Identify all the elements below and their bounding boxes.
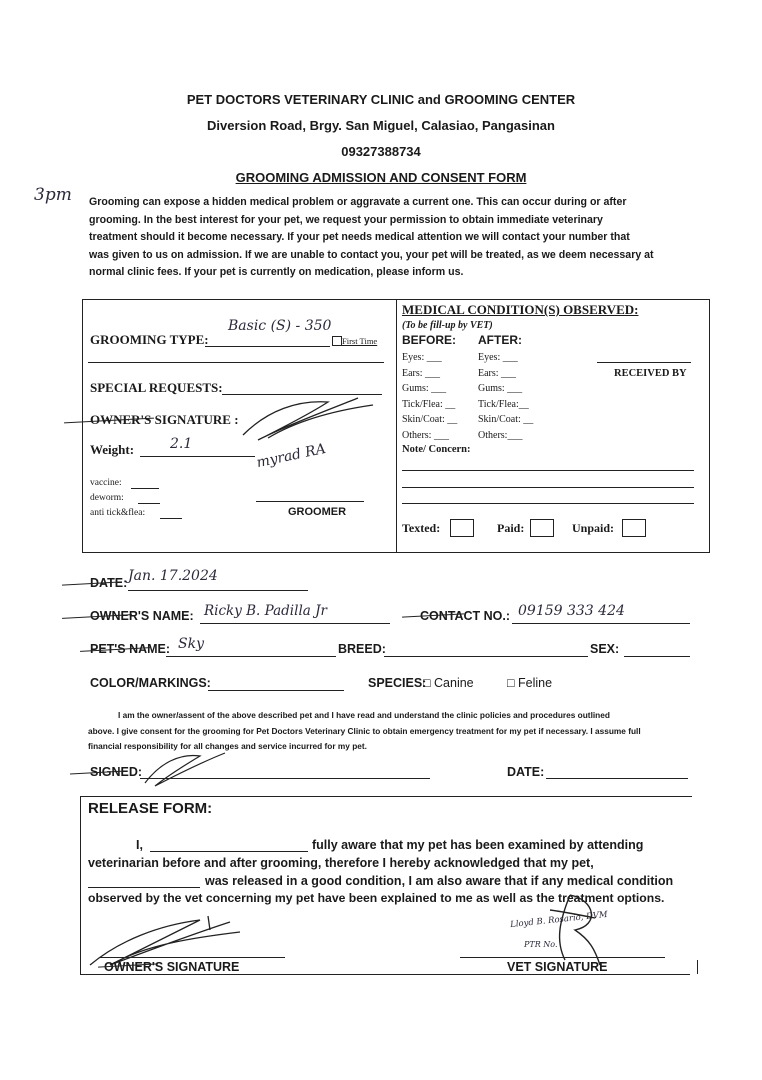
release-name-field[interactable] [150, 851, 308, 852]
anti-tick-label: anti tick&flea: [90, 508, 146, 518]
after-label: AFTER: [478, 333, 522, 347]
after-list [478, 350, 533, 443]
time-annotation: 3pm [34, 185, 72, 205]
note-line[interactable] [402, 503, 694, 504]
texted-label: Texted: [402, 521, 441, 535]
release-line1-b: fully aware that my pet has been examined by attending [312, 838, 644, 852]
vet-stamp-ptr: PTR No. [524, 940, 558, 949]
pet-name-value[interactable]: Sky [178, 636, 204, 652]
release-pet-field[interactable] [88, 887, 200, 888]
first-time-label: First Time [342, 336, 378, 346]
first-time-checkbox[interactable] [332, 336, 342, 346]
color-label: COLOR/MARKINGS: [90, 676, 211, 690]
owner-signature-scribble [238, 390, 378, 450]
before-list [402, 350, 457, 443]
owner-release-signature-label: OWNER'S SIGNATURE [104, 960, 240, 974]
contact-label: CONTACT NO.: [420, 609, 511, 623]
date-value[interactable]: Jan. 17.2024 [128, 568, 218, 584]
grooming-type-value[interactable]: Basic (S) - 350 [228, 318, 332, 334]
release-line3: was released in a good condition, I am also aware that if any medical condition [205, 874, 674, 888]
release-title: RELEASE FORM: [88, 800, 213, 817]
before-item: Ears: ___ [402, 367, 441, 379]
note-line[interactable] [402, 487, 694, 488]
vet-signature-label: VET SIGNATURE [507, 960, 608, 974]
species-label: SPECIES: [368, 676, 427, 690]
sex-label: SEX: [590, 642, 620, 656]
signed-date-label: DATE: [507, 765, 545, 779]
paid-checkbox[interactable] [530, 519, 554, 537]
note-line[interactable] [402, 470, 694, 471]
medical-subtitle: (To be fill-up by VET) [402, 320, 493, 331]
intro-paragraph: Grooming can expose a hidden medical problem or aggravate a current one. This can occur during or after grooming. In the best interest for your pet, we request your permission to obtain immediate veterinary treatment should it become necessary. If your pet needs medical attention we will contact your number that was given to us on admission. If we are unable to contact you, your pet will be treated, as we deem necessary at normal clinic fees. If your pet is currently on medication, please inform us. [89, 196, 654, 278]
clinic-name: PET DOCTORS VETERINARY CLINIC and GROOMING CENTER [186, 92, 576, 107]
signed-date-field[interactable] [546, 778, 688, 779]
before-item: Eyes: ___ [402, 352, 442, 363]
vet-signature-scribble [540, 890, 610, 970]
release-line2: veterinarian before and after grooming, therefore I hereby acknowledged that my pet, [88, 856, 594, 870]
contact-value[interactable]: 09159 333 424 [518, 603, 625, 619]
vet-stamp-name: Lloyd B. Rosario, DVM [509, 909, 609, 931]
before-item: Others: ___ [402, 429, 449, 441]
vaccine-label: vaccine: [90, 478, 122, 488]
pet-name-label: PET'S NAME: [90, 642, 171, 656]
form-title: GROOMING ADMISSION AND CONSENT FORM [235, 170, 527, 185]
before-item: Skin/Coat: __ [402, 414, 458, 425]
special-requests-label: SPECIAL REQUESTS: [90, 380, 223, 395]
weight-label: Weight: [90, 442, 135, 457]
before-item: Gums: ___ [402, 383, 447, 394]
sex-field[interactable] [624, 656, 690, 657]
note-label: Note/ Concern: [402, 444, 471, 455]
after-item: Others:___ [478, 429, 523, 441]
texted-checkbox[interactable] [450, 519, 474, 537]
paid-label: Paid: [497, 521, 525, 535]
clinic-address: Diversion Road, Brgy. San Miguel, Calasiao, Pangasinan [207, 118, 555, 133]
after-item: Eyes: ___ [478, 352, 518, 363]
groomer-label: GROOMER [288, 506, 347, 518]
unpaid-checkbox[interactable] [622, 519, 646, 537]
breed-label: BREED: [338, 642, 386, 656]
before-item: Tick/Flea: __ [402, 398, 456, 410]
color-field[interactable] [208, 690, 344, 691]
groomer-name: myrad RA [255, 440, 328, 472]
weight-value[interactable]: 2.1 [170, 436, 193, 452]
after-item: Gums: ___ [478, 383, 523, 394]
breed-field[interactable] [384, 656, 588, 657]
signed-scribble [140, 748, 230, 788]
release-line1-a: I, [136, 838, 143, 852]
after-item: Tick/Flea:__ [478, 398, 529, 410]
deworm-label: deworm: [90, 493, 124, 503]
unpaid-label: Unpaid: [572, 521, 615, 535]
received-by-label: RECEIVED BY [614, 368, 687, 379]
date-label: DATE: [90, 576, 128, 590]
box-divider [396, 299, 397, 552]
owner-name-label: OWNER'S NAME: [90, 609, 194, 623]
medical-title: MEDICAL CONDITION(S) OBSERVED: [402, 302, 639, 317]
signed-label: SIGNED: [90, 765, 143, 779]
consent-paragraph: I am the owner/assent of the above described pet and I have read and understand the clinic policies and procedures outlined above. I give consent for the grooming for Pet Doctors Veterinary Clinic to obtain emergency treatment for my pet if necessary. I assume full financial responsibility for all changes and service incurred for my pet. [88, 710, 641, 751]
release-line4: observed by the vet concerning my pet have been explained to me as well as the treatment options. [88, 891, 665, 905]
owner-signature-label: OWNER'S SIGNATURE : [90, 412, 239, 427]
grooming-type-label: GROOMING TYPE: [90, 332, 209, 347]
owner-name-value[interactable]: Ricky B. Padilla Jr [204, 603, 327, 619]
feline-option[interactable]: □ Feline [507, 676, 553, 690]
after-item: Skin/Coat: __ [478, 414, 534, 425]
clinic-phone: 09327388734 [341, 144, 421, 159]
after-item: Ears: ___ [478, 367, 517, 379]
canine-option[interactable]: □ Canine [423, 676, 474, 690]
before-label: BEFORE: [402, 333, 456, 347]
